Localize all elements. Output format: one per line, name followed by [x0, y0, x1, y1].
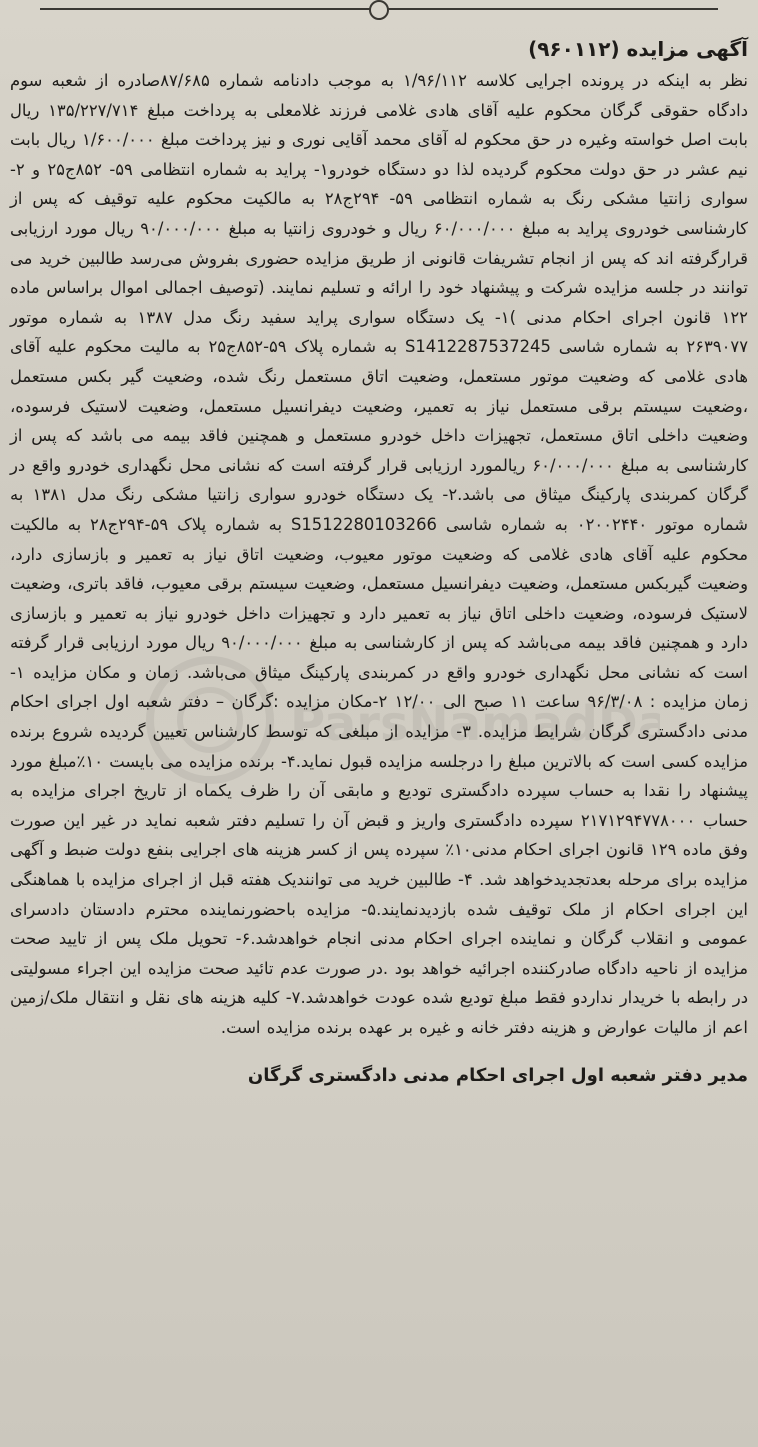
ornament-circle-icon [369, 0, 389, 20]
notice-title: آگهی مزایده (۹۶۰۱۱۲) [528, 37, 748, 61]
notice-signature: مدیر دفتر شعبه اول اجرای احکام مدنی دادگستری گرگان [247, 1064, 748, 1086]
notice-content [10, 34, 748, 1091]
watermark-text: ParsNamadDa [290, 696, 660, 752]
notice-body: نظر به اینکه در پرونده اجرایی کلاسه ۱/۹۶/۱۱۲ به موجب دادنامه شماره ۸۷/۶۸۵صادره از شعبه سوم دادگاه حقوقی گرگان محکوم علیه آقای هادی غلامی فرزند غلامعلی به پرداخت مبلغ ۱۳۵/۲۲۷/۷۱۴ ریال بابت اصل خواسته وغیره در حق محکوم له آقای محمد آقایی نوری و نیز پرداخت مبلغ ۱/۶۰۰/۰۰۰ ریال بابت نیم عشر در حق دولت محکوم گردیده لذا دو دستگاه خودرو۱- پراید به شماره انتظامی ۵۹- ۸۵۲ج۲۵ و ۲- سواری زانتیا مشکی رنگ به شماره انتظامی ۵۹- ۲۹۴ج۲۸ به مالکیت محکوم علیه توقیف که پس از کارشناسی خودروی پراید به مبلغ ۶۰/۰۰۰/۰۰۰ ریال و خودروی زانتیا به مبلغ ۹۰/۰۰۰/۰۰۰ ریال مورد ارزیابی قرارگرفته اند که پس از انجام تشریفات قانونی از طریق مزایده حضوری بفروش می‌رسد طالبین خرید می توانند در جلسه مزایده شرکت و پیشنهاد خود را ارائه و تسلیم نمایند. (توصیف اجمالی اموال براساس ماده ۱۲۲ قانون اجرای احکام مدنی )۱- یک دستگاه سواری پراید سفید رنگ مدل ۱۳۸۷ به شماره موتور ۲۶۳۹۰۷۷ به شماره شاسی S1412287537245 به شماره پلاک ۵۹-۸۵۲ج۲۵ به مالیت محکوم علیه آقای هادی غلامی که وضعیت موتور مستعمل، وضعیت اتاق مستعمل رنگ شده، وضعیت گیر بکس مستعمل ،وضعیت سیستم برقی مستعمل نیاز به تعمیر، وضعیت دیفرانسیل مستعمل، وضعیت لاستیک فرسوده، وضعیت داخلی اتاق مستعمل، تجهیزات داخل خودرو مستعمل و همچنین فاقد بیمه می باشد که پس از کارشناسی به مبلغ ۶۰/۰۰۰/۰۰۰ ریالمورد ارزیابی قرار گرفته است که نشانی محل نگهداری خودرو واقع در گرگان کمربندی پارکینگ میثاق می باشد.۲- یک دستگاه خودرو سواری زانتیا مشکی رنگ مدل ۱۳۸۱ به شماره موتور ۰۲۰۰۲۴۴۰ به شماره شاسی S1512280103266 به شماره پلاک ۵۹-۲۹۴ج۲۸ به مالکیت محکوم علیه آقای هادی غلامی که وضعیت موتور معیوب، وضعیت اتاق نیاز به تعمیر و بازسازی دارد، وضعیت گیربکس مستعمل، وضعیت دیفرانسیل مستعمل، وضعیت سیستم برقی معیوب، فاقد باتری، وضعیت لاستیک فرسوده، وضعیت داخلی اتاق نیاز به تعمیر دارد و تجهیزات داخل خودرو نیاز به تعمیر و بازسازی دارد و همچنین فاقد بیمه می‌باشد که پس از کارشناسی به مبلغ ۹۰/۰۰۰/۰۰۰ ریال مورد ارزیابی قرار گرفته است که نشانی محل نگهداری خودرو واقع در کمربندی پارکینگ میثاق می‌باشد. زمان و مکان مزایده ۱- زمان مزایده : ۹۶/۳/۰۸ ساعت ۱۱ صبح الی ۱۲/۰۰ ۲-مکان مزایده :گرگان – دفتر شعبه اول اجرای احکام مدنی دادگستری گرگان شرایط مزایده. ۳- مزایده از مبلغی که توسط کارشناس تعیین گردیده شروع برنده مزایده کسی است که بالاترین مبلغ را درجلسه مزایده قبول نماید.۴- برنده مزایده می بایست ۱۰٪مبلغ مورد پیشنهاد را نقدا به حساب سپرده دادگستری تودیع و مابقی آن را ظرف یکماه از تاریخ اجرای مزایده به حساب ۲۱۷۱۲۹۴۷۷۸۰۰۰ سپرده دادگستری واریز و قبض آن را تسلیم دفتر شعبه نماید در غیر این صورت وفق ماده ۱۲۹ قانون اجرای احکام مدنی۱۰٪ سپرده پس از کسر هزینه های اجرایی بنفع دولت ضبط و آگهی مزایده برای مرحله بعدتجدیدخواهد شد. ۴- طالبین خرید می توانندیک هفته قبل از اجرای مزایده با هماهنگی این اجرای احکام از ملک توقیف شده بازدیدنمایند.۵- مزایده باحضورنماینده محترم دادستان دادسرای عمومی و انقلاب گرگان و نماینده اجرای احکام مدنی انجام خواهدشد.۶- تحویل ملک پس از تایید صحت مزایده از ناحیه دادگاه صادرکننده اجرائیه خواهد بود .در صورت عدم تائید صحت مزایده این اجراء مسولیتی در رابطه با خریدار نداردو فقط مبلغ تودیع شده عودت خواهدشد.۷- کلیه هزینه های نقل و انتقال ملک/زمین اعم از مالیات عوارض و هزینه دفتر خانه و غیره بر عهده برنده مزایده است. [10, 71, 749, 1037]
